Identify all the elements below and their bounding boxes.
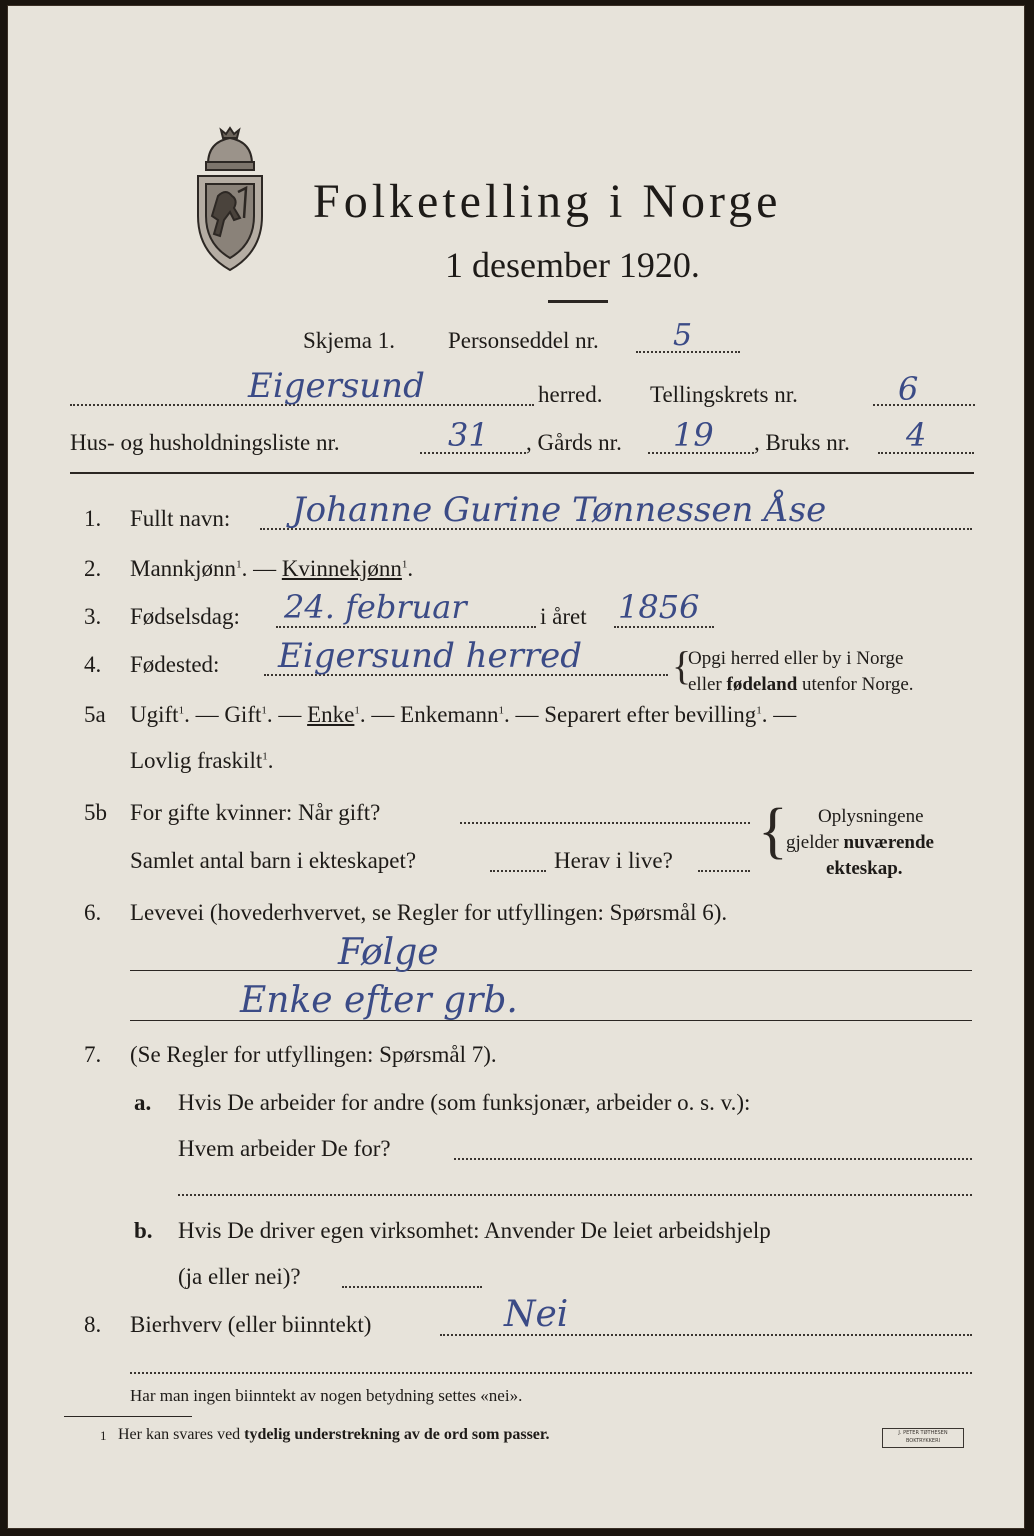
q5b-note-1: Oplysningene (818, 806, 924, 827)
q3-number: 3. (84, 604, 102, 629)
q5b-label-children: Samlet antal barn i ekteskapet? (130, 848, 417, 873)
secondary-income-field-2[interactable] (130, 1372, 972, 1374)
married-when-field[interactable] (460, 822, 750, 824)
footnote-rule (64, 1416, 192, 1417)
coat-of-arms-icon (188, 124, 272, 276)
children-field[interactable] (490, 870, 546, 872)
male-option[interactable]: Mannkjønn (130, 556, 237, 581)
occupation-value-2: Enke efter grb. (240, 980, 518, 1021)
gards-value: 19 (673, 416, 714, 454)
personseddel-value: 5 (673, 318, 693, 353)
header-rule (70, 472, 974, 474)
tellingskrets-value: 6 (898, 370, 919, 408)
q7a-label-2: Hvem arbeider De for? (178, 1136, 391, 1161)
birth-year-field[interactable] (614, 626, 714, 628)
title-divider (548, 300, 608, 303)
q7a-letter: a. (134, 1090, 152, 1115)
footnote-text: Her kan svares ved tydelig understrekning av de ord som passer. (118, 1426, 550, 1443)
herred-value: Eigersund (248, 366, 425, 406)
census-form (8, 6, 1024, 1528)
herred-label: herred. (538, 382, 603, 407)
skjema-label: Skjema 1. (303, 328, 395, 353)
birthplace-note-2: eller fødeland utenfor Norge. (688, 674, 914, 695)
secondary-income-value: Nei (504, 1294, 569, 1335)
bruks-value: 4 (906, 416, 927, 454)
q2-options: Mannkjønn$^1$. — Kvinnekjønn$^1$. (130, 556, 414, 581)
q4-number: 4. (84, 652, 102, 677)
fraskilt-option[interactable]: Lovlig fraskilt$^1$. (130, 748, 274, 773)
birth-year-label: i året (540, 604, 587, 629)
personseddel-label: Personseddel nr. (448, 328, 599, 353)
q7b-letter: b. (134, 1218, 153, 1243)
occupation-value-1: Følge (338, 932, 439, 973)
full-name-value: Johanne Gurine Tønnessen Åse (292, 490, 827, 530)
birth-day-value: 24. februar (284, 588, 467, 626)
q7a-label: Hvis De arbeider for andre (som funksjonær, arbeider o. s. v.): (178, 1090, 751, 1115)
ugift-option[interactable]: Ugift (130, 702, 179, 727)
alive-field[interactable] (698, 870, 750, 872)
employer-field-2[interactable] (178, 1194, 972, 1196)
birthplace-brace: { (672, 643, 692, 688)
bruks-label: , Bruks nr. (754, 430, 850, 455)
q7b-label-2: (ja eller nei)? (178, 1264, 301, 1289)
q1-label: Fullt navn: (130, 506, 231, 531)
q4-label: Fødested: (130, 652, 220, 677)
employer-field[interactable] (454, 1158, 972, 1160)
marital-options: Ugift$^1$. — Gift$^1$. — Enke$^1$. — Enkemann$^1$. — Separert efter bevilling$^1$. — (130, 702, 797, 727)
q7-label: (Se Regler for utfyllingen: Spørsmål 7). (130, 1042, 497, 1067)
q8-label: Bierhverv (eller biinntekt) (130, 1312, 372, 1337)
birth-day-field[interactable] (276, 626, 536, 628)
hired-help-field[interactable] (342, 1286, 482, 1288)
q6-label: Levevei (hovederhvervet, se Regler for utfyllingen: Spørsmål 6). (130, 900, 728, 925)
q1-number: 1. (84, 506, 102, 531)
q5b-note-3: ekteskap. (826, 858, 903, 879)
q5b-number: 5b (84, 800, 107, 825)
hus-value: 31 (448, 416, 489, 454)
birthplace-value: Eigersund herred (278, 636, 583, 676)
q6-number: 6. (84, 900, 102, 925)
q2-number: 2. (84, 556, 102, 581)
gards-label: , Gårds nr. (526, 430, 622, 455)
q8-number: 8. (84, 1312, 102, 1337)
enkemann-option[interactable]: Enkemann (400, 702, 499, 727)
enke-option[interactable]: Enke (307, 702, 355, 727)
printer-stamp: J. PETER TØTHESEN BOKTRYKKERI (882, 1428, 964, 1448)
q5b-label-alive: Herav i live? (554, 848, 673, 873)
q3-label: Fødselsdag: (130, 604, 240, 629)
footnote-mark: 1 (100, 1428, 107, 1443)
footer-note: Har man ingen biinntekt av nogen betydning settes «nei». (130, 1386, 523, 1405)
birth-year-value: 1856 (618, 588, 700, 626)
q5b-brace: { (758, 797, 788, 865)
separert-option[interactable]: Separert efter bevilling (544, 702, 757, 727)
birthplace-note-1: Opgi herred eller by i Norge (688, 648, 904, 669)
q7-number: 7. (84, 1042, 102, 1067)
female-option[interactable]: Kvinnekjønn (281, 556, 402, 581)
gift-option[interactable]: Gift (224, 702, 262, 727)
q5a-number: 5a (84, 702, 106, 727)
q5b-note-2: gjelder nuværende (786, 832, 934, 853)
tellingskrets-field[interactable] (873, 404, 975, 406)
q5b-label-married: For gifte kvinner: Når gift? (130, 800, 381, 825)
tellingskrets-label: Tellingskrets nr. (650, 382, 798, 407)
occupation-line-1[interactable] (130, 970, 972, 971)
form-date: 1 desember 1920. (445, 245, 700, 285)
q7b-label: Hvis De driver egen virksomhet: Anvender De leiet arbeidshjelp (178, 1218, 771, 1243)
hus-label: Hus- og husholdningsliste nr. (70, 430, 340, 455)
form-title: Folketelling i Norge (313, 175, 782, 228)
